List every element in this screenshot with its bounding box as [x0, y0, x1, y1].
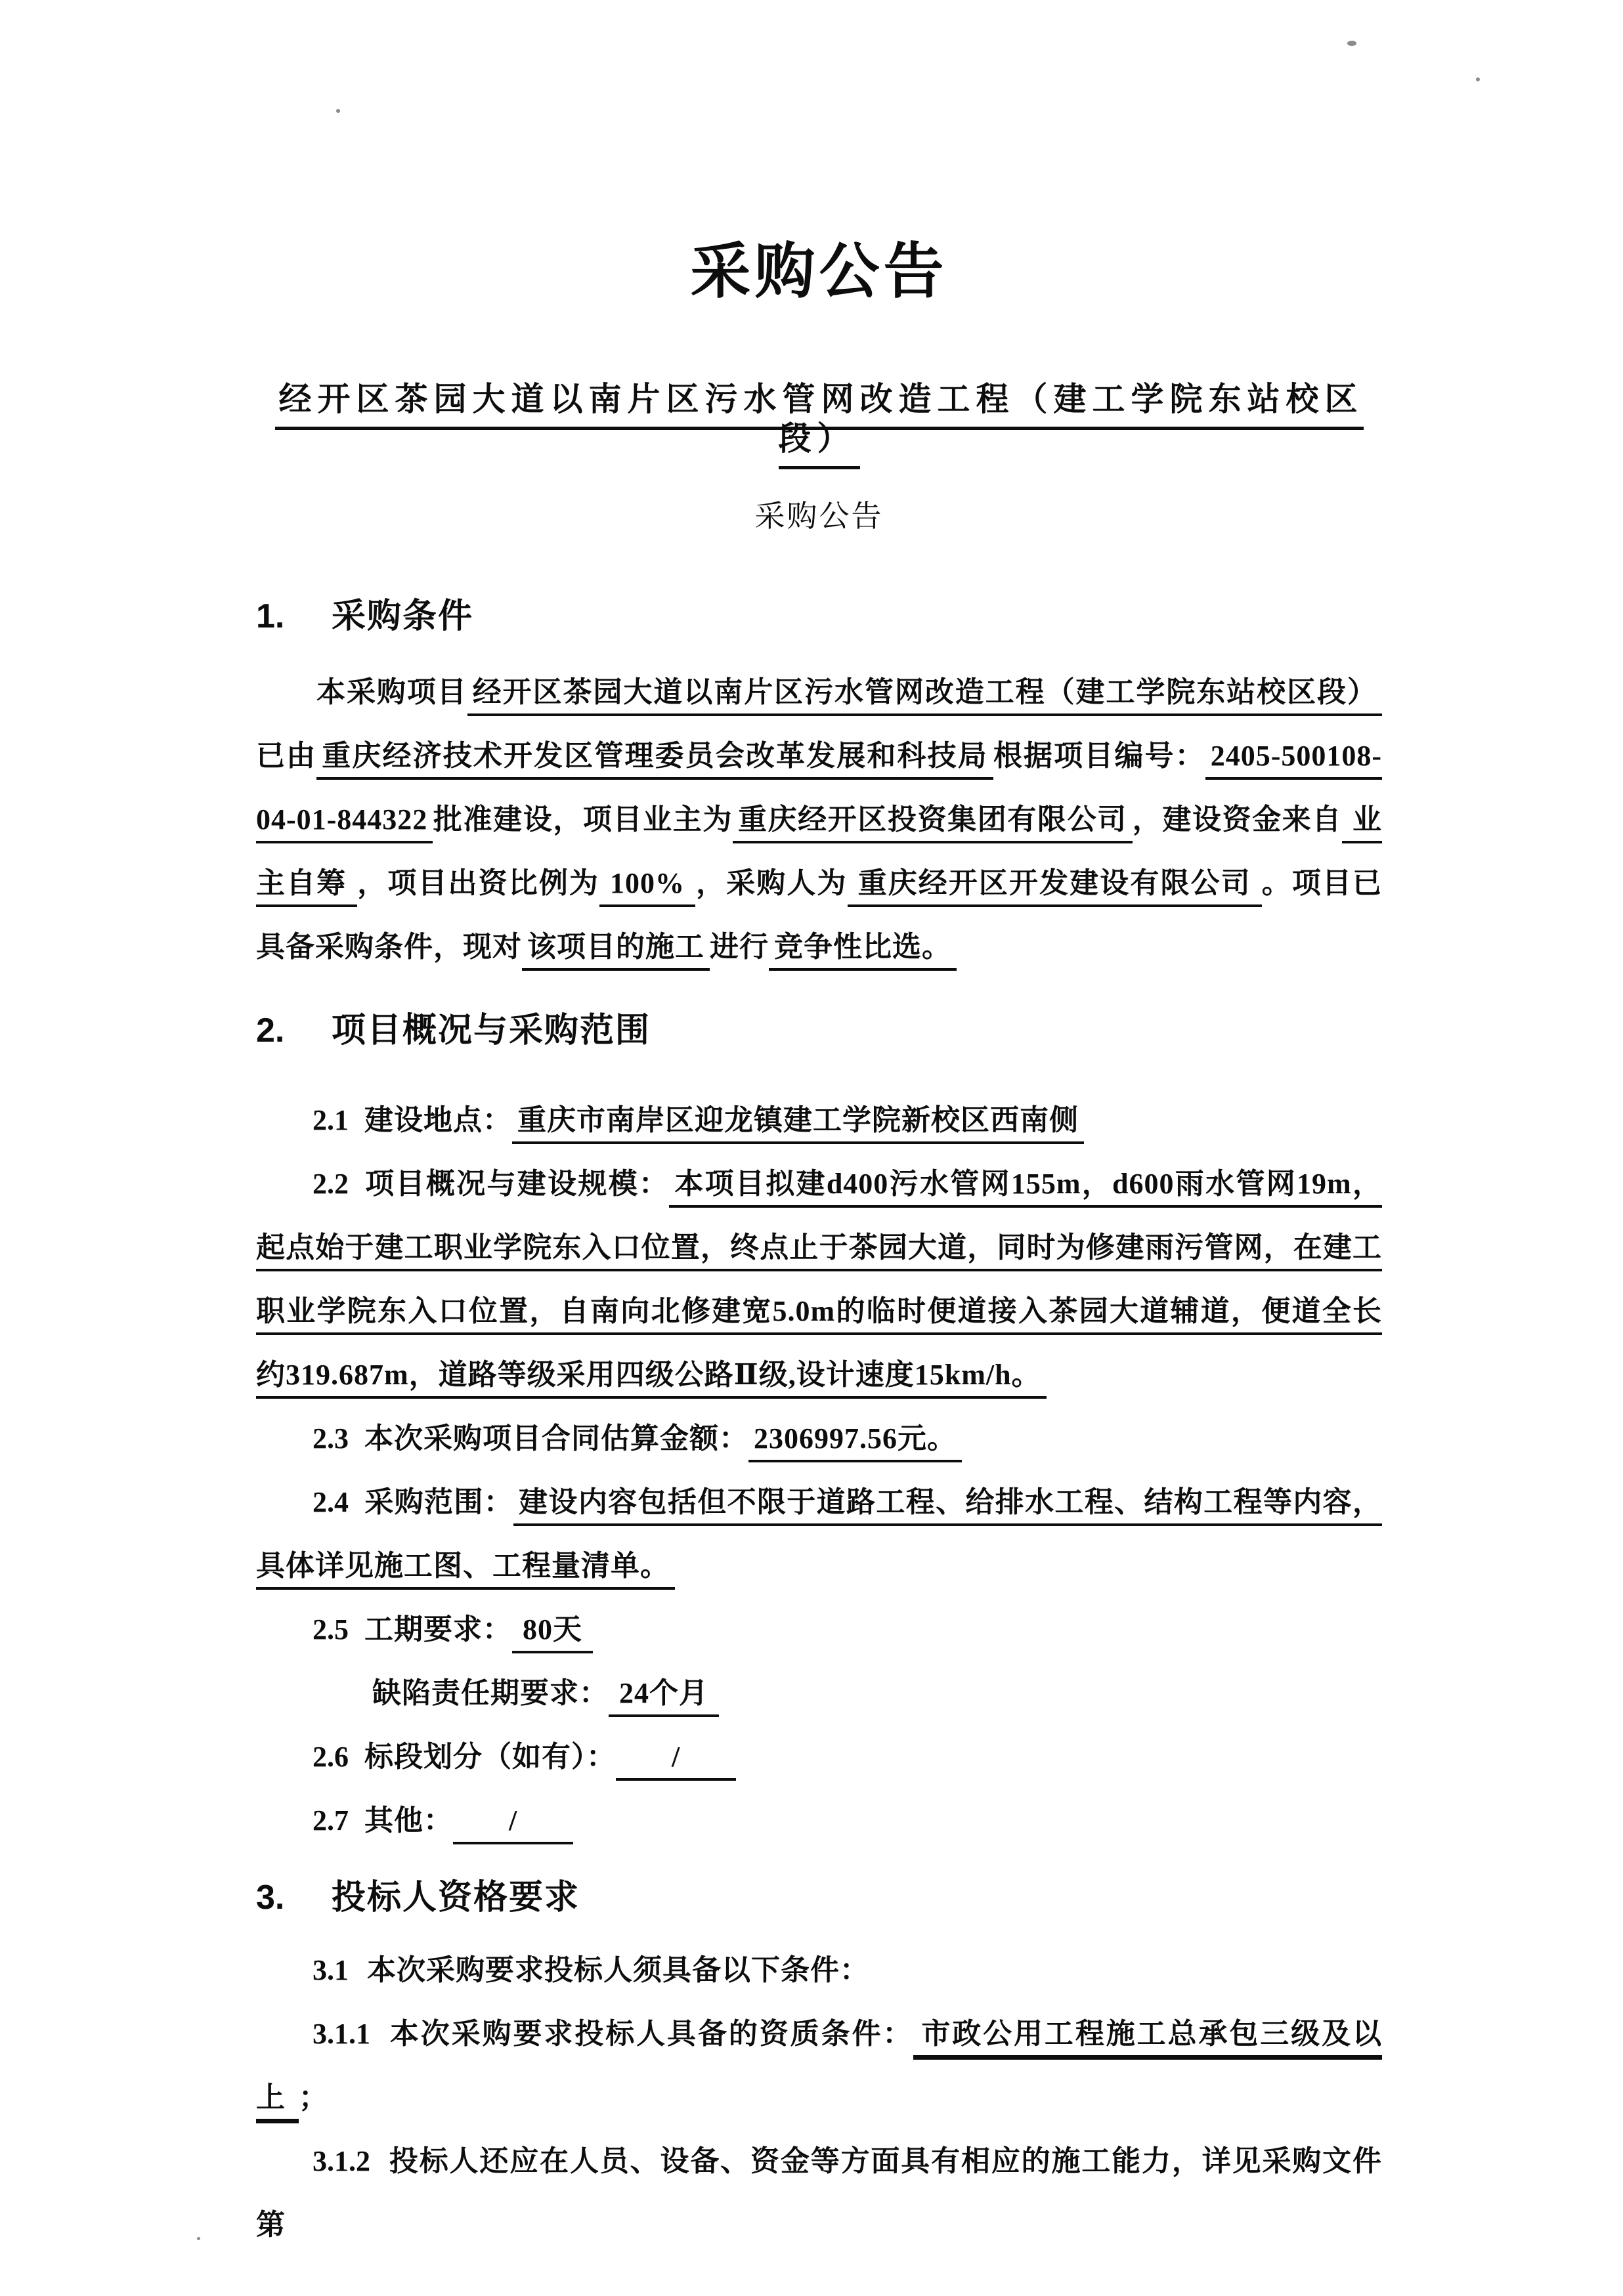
text-segment: 根据项目编号：: [993, 739, 1205, 772]
construction-site-value: 重庆市南岸区迎龙镇建工学院新校区西南侧: [512, 1104, 1084, 1144]
item-label: 缺陷责任期要求：: [372, 1676, 609, 1709]
owner-value: 重庆经开区投资集团有限公司: [733, 803, 1133, 843]
item-number: 3.1.2: [313, 2145, 370, 2178]
approval-agency-value: 重庆经济技术开发区管理委员会改革发展和科技局: [316, 740, 993, 780]
item-2-2: [256, 1152, 1382, 1407]
text-segment: ，建设资金来自: [1132, 803, 1343, 836]
construction-period-value: 80天: [512, 1613, 593, 1653]
item-2-1: [256, 1088, 1382, 1152]
text-segment: 本采购项目: [316, 675, 467, 708]
item-label: 建设地点：: [364, 1103, 512, 1136]
project-name-value: 经开区茶园大道以南片区污水管网改造工程（建工学院东站校区段）: [467, 676, 1382, 716]
selection-method-value: 竞争性比选。: [769, 931, 957, 971]
text-segment: 批准建设，项目业主为: [433, 803, 733, 836]
row-text: 本次采购要求投标人须具备以下条件：: [367, 1954, 869, 1987]
procurement-scope-value: 建设内容包括但不限于道路工程、给排水工程、结构工程等内容，具体详见施工图、工程量清单。: [256, 1486, 1382, 1590]
other-value: /: [453, 1804, 573, 1844]
item-label: 标段划分（如有）：: [364, 1740, 616, 1773]
item-number: 2.7: [313, 1804, 349, 1837]
item-number: 3.1: [313, 1954, 349, 1987]
project-scale-value: 本项目拟建d400污水管网155m，d600雨水管网19m，起点始于建工职业学院东入口位置，终点止于茶园大道，同时为修建雨污管网，在建工职业学院东入口位置，自南向北修建宽5.0m的临时便道接入茶园大道辅道，便道全长约319.687m，道路等级采用四级公路Ⅱ级,设计速度15km/h。: [256, 1168, 1382, 1399]
section-2-title: 项目概况与采购范围: [332, 1011, 651, 1050]
project-code-value: 2405-500108-04-01-844322: [256, 740, 1382, 843]
qualification-value: 市政公用工程施工总承包三级及以上: [256, 2018, 1382, 2123]
item-defect-liability: [256, 1661, 1382, 1725]
defect-liability-value: 24个月: [609, 1677, 719, 1717]
item-number: 2.1: [313, 1103, 349, 1136]
announcement-subtitle: 采购公告: [754, 500, 884, 533]
section-1-title: 采购条件: [332, 597, 474, 635]
section-1-heading: [256, 597, 1382, 637]
section-2-heading: [256, 1011, 1382, 1051]
funding-ratio-value: 100%: [599, 867, 695, 907]
text-segment: 。项目已具备采购条件，现对: [256, 866, 1383, 963]
funding-source-value: 业主自筹: [256, 803, 1382, 907]
item-label: 工期要求：: [364, 1613, 512, 1646]
text-segment: 进行: [710, 930, 769, 963]
bid-section-value: /: [616, 1741, 736, 1781]
item-number: 2.4: [313, 1485, 349, 1518]
item-label: 采购范围：: [364, 1485, 514, 1518]
target-scope-value: 该项目的施工: [522, 931, 710, 971]
item-label: 其他：: [364, 1804, 453, 1837]
section-1-number: 1.: [256, 597, 285, 635]
item-2-3: [256, 1407, 1382, 1470]
row-text: 投标人还应在人员、设备、资金等方面具有相应的施工能力，详见采购文件第: [256, 2145, 1382, 2242]
contract-estimate-value: 2306997.56元。: [748, 1422, 962, 1462]
document-content: [256, 0, 1382, 2257]
section-3-title: 投标人资格要求: [332, 1878, 580, 1917]
item-2-4: [256, 1470, 1382, 1598]
project-title: 经开区茶园大道以南片区污水管网改造工程（建工学院东站校区段）: [275, 381, 1364, 469]
text-segment: ；: [299, 2081, 328, 2114]
text-segment: ，采购人为: [695, 866, 848, 899]
section-3-rows: [256, 1938, 1382, 2257]
item-number: 2.5: [313, 1613, 349, 1646]
text-segment: ，项目出资比例为: [357, 866, 600, 899]
item-number: 3.1.1: [313, 2018, 370, 2051]
item-label: 本次采购项目合同估算金额：: [364, 1422, 748, 1455]
project-title-row: [256, 379, 1382, 458]
item-label: 项目概况与建设规模：: [364, 1167, 670, 1200]
item-label: 本次采购要求投标人具备的资质条件：: [389, 2018, 914, 2051]
item-number: 2.3: [313, 1422, 349, 1455]
section-3-number: 3.: [256, 1878, 285, 1917]
scan-speck: [1476, 77, 1480, 81]
item-2-5: [256, 1598, 1382, 1661]
purchaser-value: 重庆经开区开发建设有限公司: [848, 867, 1262, 907]
section-2-number: 2.: [256, 1011, 285, 1050]
item-2-6: [256, 1725, 1382, 1789]
row-3-1-1: [256, 2002, 1382, 2129]
section-1-paragraph: [256, 660, 1382, 979]
row-3-1-2: [256, 2129, 1382, 2257]
document-title: 采购公告: [690, 238, 948, 305]
item-number: 2.2: [313, 1167, 349, 1200]
section-3-heading: [256, 1879, 1382, 1918]
text-segment: 已由: [256, 739, 317, 772]
item-2-7: [256, 1789, 1382, 1852]
section-2-items: [256, 1088, 1382, 1852]
row-3-1: [256, 1938, 1382, 2002]
item-number: 2.6: [313, 1740, 349, 1773]
scan-speck: [197, 2237, 200, 2240]
